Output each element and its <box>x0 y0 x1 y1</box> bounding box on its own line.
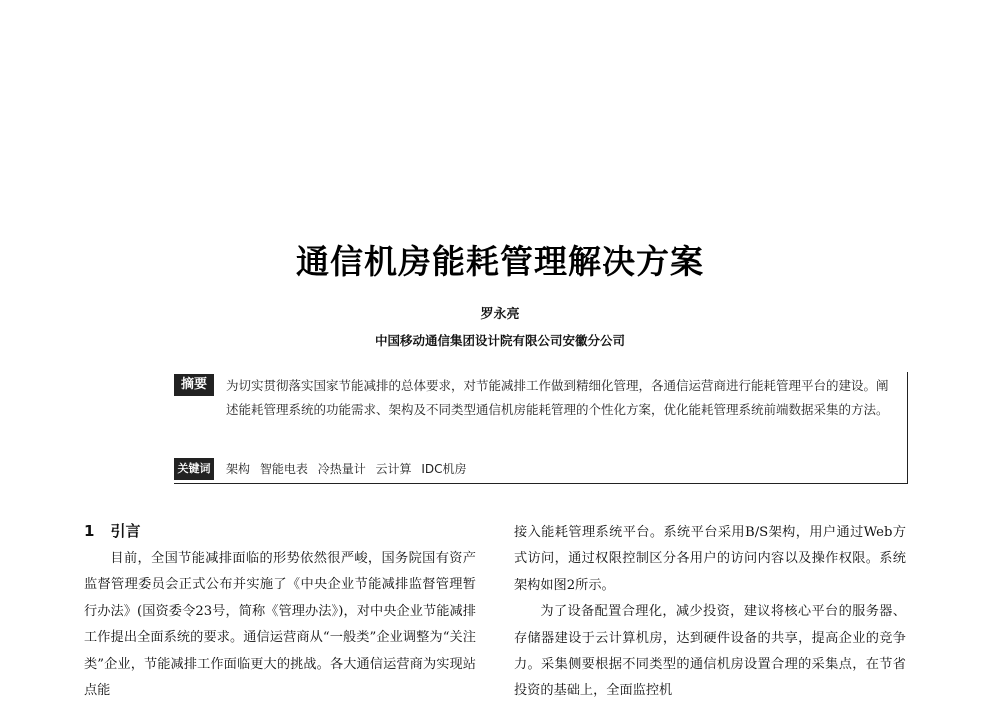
body-paragraph: 目前，全国节能减排面临的形势依然很严峻，国务院国有资产监督管理委员会正式公布并实施了《中央企业节能减排监督管理暂行办法》(国资委令23号，简称《管理办法》)，对中央企业节能减排工作提出全面系统的要求。通信运营商从“一般类”企业调整为“关注类”企业，节能减排工作面临更大的挑战。各大通信运营商为实现站点能 <box>84 551 476 699</box>
author-name: 罗永亮 <box>480 307 520 322</box>
body-paragraph: 接入能耗管理系统平台。系统平台采用B/S架构，用户通过Web方式访问，通过权限控制区分各用户的访问内容以及操作权限。系统架构如图2所示。 <box>514 525 906 593</box>
article-title: 通信机房能耗管理解决方案 <box>296 242 704 281</box>
keyword-item: 架构 <box>226 462 251 476</box>
keywords-tag: 关键词 <box>174 458 214 480</box>
abstract-box <box>174 372 908 484</box>
section-title: 引言 <box>110 522 141 540</box>
keyword-item: 云计算 <box>375 462 412 476</box>
author-affiliation: 中国移动通信集团设计院有限公司安徽分公司 <box>374 333 625 348</box>
keyword-item: 智能电表 <box>259 462 308 476</box>
left-column <box>84 520 476 704</box>
section-heading <box>84 520 476 542</box>
right-column <box>514 520 906 705</box>
abstract-tag: 摘要 <box>174 374 214 396</box>
section-number: 1 <box>84 522 95 540</box>
keywords-list <box>226 460 473 477</box>
keyword-item: IDC机房 <box>421 462 467 476</box>
body-paragraph: 为了设备配置合理化，减少投资，建议将核心平台的服务器、存储器建设于云计算机房，达到硬件设备的共享，提高企业的竞争力。采集侧要根据不同类型的通信机房设置合理的采集点，在节省投资的基础上，全面监控机 <box>514 604 906 699</box>
keyword-item: 冷热量计 <box>317 462 366 476</box>
abstract-text: 为切实贯彻落实国家节能减排的总体要求，对节能减排工作做到精细化管理，各通信运营商进行能耗管理平台的建设。阐述能耗管理系统的功能需求、架构及不同类型通信机房能耗管理的个性化方案，优化能耗管理系统前端数据采集的方法。 <box>226 378 889 417</box>
